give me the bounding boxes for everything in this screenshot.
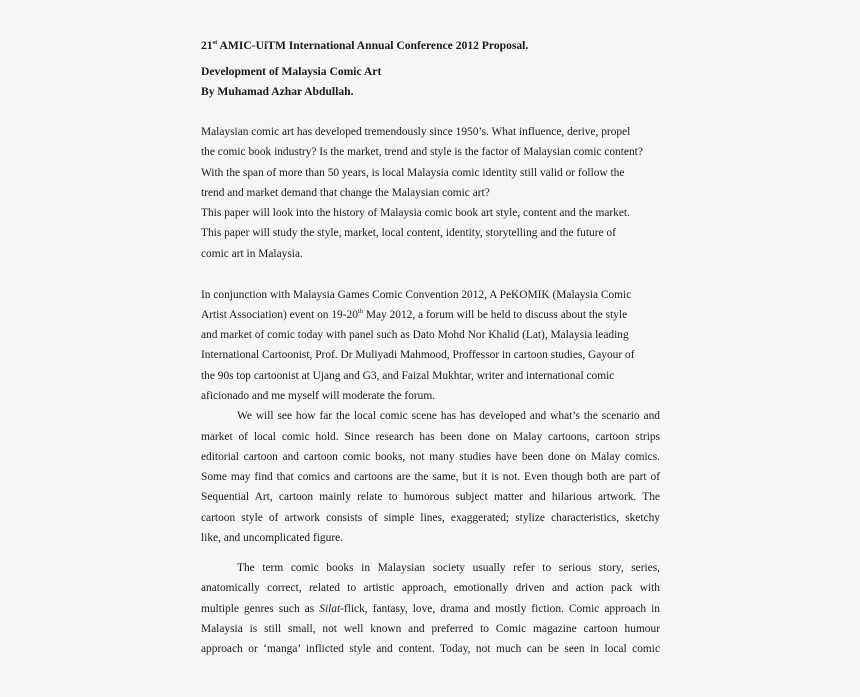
- text-line: [201, 308, 660, 322]
- ordinal-superscript: st: [212, 39, 218, 47]
- text-span: May 2012, a forum will be held to discuss about the style: [362, 309, 628, 321]
- text-line: anatomically correct, related to artistic approach, emotionally driven and action pack with: [201, 582, 660, 594]
- ordinal-superscript: th: [357, 308, 363, 316]
- text-line: market of local comic hold. Since research has been done on Malay cartoons, cartoon strips: [201, 431, 660, 443]
- paper-title: Development of Malaysia Comic Art: [201, 65, 382, 78]
- text-line: Malaysia is still small, not well known and preferred to Comic magazine cartoon humour: [201, 623, 660, 635]
- conference-heading-number: 21: [201, 39, 213, 52]
- text-line: We will see how far the local comic scene has has developed and what’s the scenario and: [237, 410, 660, 422]
- conference-heading: [201, 39, 660, 53]
- text-line: approach or ‘manga’ inflicted style and content. Today, not much can be seen in local comic: [201, 643, 660, 655]
- text-line: Malaysian comic art has developed tremendously since 1950’s. What influence, derive, propel: [201, 126, 631, 138]
- text-line: This paper will look into the history of Malaysia comic book art style, content and the market.: [201, 207, 630, 219]
- text-line: like, and uncomplicated figure.: [201, 532, 344, 544]
- text-line: Some may find that comics and cartoons are the same, but it is not. Even though both are part of: [201, 471, 660, 483]
- text-line: and market of comic today with panel such as Dato Mohd Nor Khalid (Lat), Malaysia leading: [201, 329, 629, 341]
- text-span: Artist Association) event on 19-20: [201, 309, 358, 321]
- text-line: This paper will study the style, market, local content, identity, storytelling and the future of: [201, 227, 616, 239]
- text-line: trend and market demand that change the Malaysian comic art?: [201, 187, 490, 199]
- text-span: -flick, fantasy, love, drama and mostly fiction. Comic approach in: [340, 603, 661, 615]
- text-line: The term comic books in Malaysian society usually refer to serious story, series,: [237, 562, 660, 574]
- text-line: aficionado and me myself will moderate the forum.: [201, 390, 436, 402]
- text-line: [201, 602, 660, 616]
- text-line: the comic book industry? Is the market, trend and style is the factor of Malaysian comic content?: [201, 146, 643, 158]
- text-line: Sequential Art, cartoon mainly relate to humorous subject matter and hilarious artwork. The: [201, 491, 660, 503]
- text-line: comic art in Malaysia.: [201, 248, 303, 260]
- italic-term: Silat: [319, 603, 341, 615]
- text-line: International Cartoonist, Prof. Dr Muliyadi Mahmood, Proffessor in cartoon studies, Gayour of: [201, 349, 635, 361]
- text-line: In conjunction with Malaysia Games Comic Convention 2012, A PeKOMIK (Malaysia Comic: [201, 289, 632, 301]
- text-line: the 90s top cartoonist at Ujang and G3, and Faizal Mukhtar, writer and international comic: [201, 370, 615, 382]
- text-line: With the span of more than 50 years, is local Malaysia comic identity still valid or follow the: [201, 167, 625, 179]
- text-line: cartoon style of artwork consists of simple lines, exaggerated; stylize characteristics, sketchy: [201, 512, 660, 524]
- conference-heading-text: AMIC-UiTM International Annual Conference 2012 Proposal.: [217, 39, 529, 52]
- text-span: multiple genres such as: [201, 603, 320, 615]
- text-line: editorial cartoon and cartoon comic books, not many studies have been done on Malay comics.: [201, 451, 660, 463]
- paper-author: By Muhamad Azhar Abdullah.: [201, 85, 354, 98]
